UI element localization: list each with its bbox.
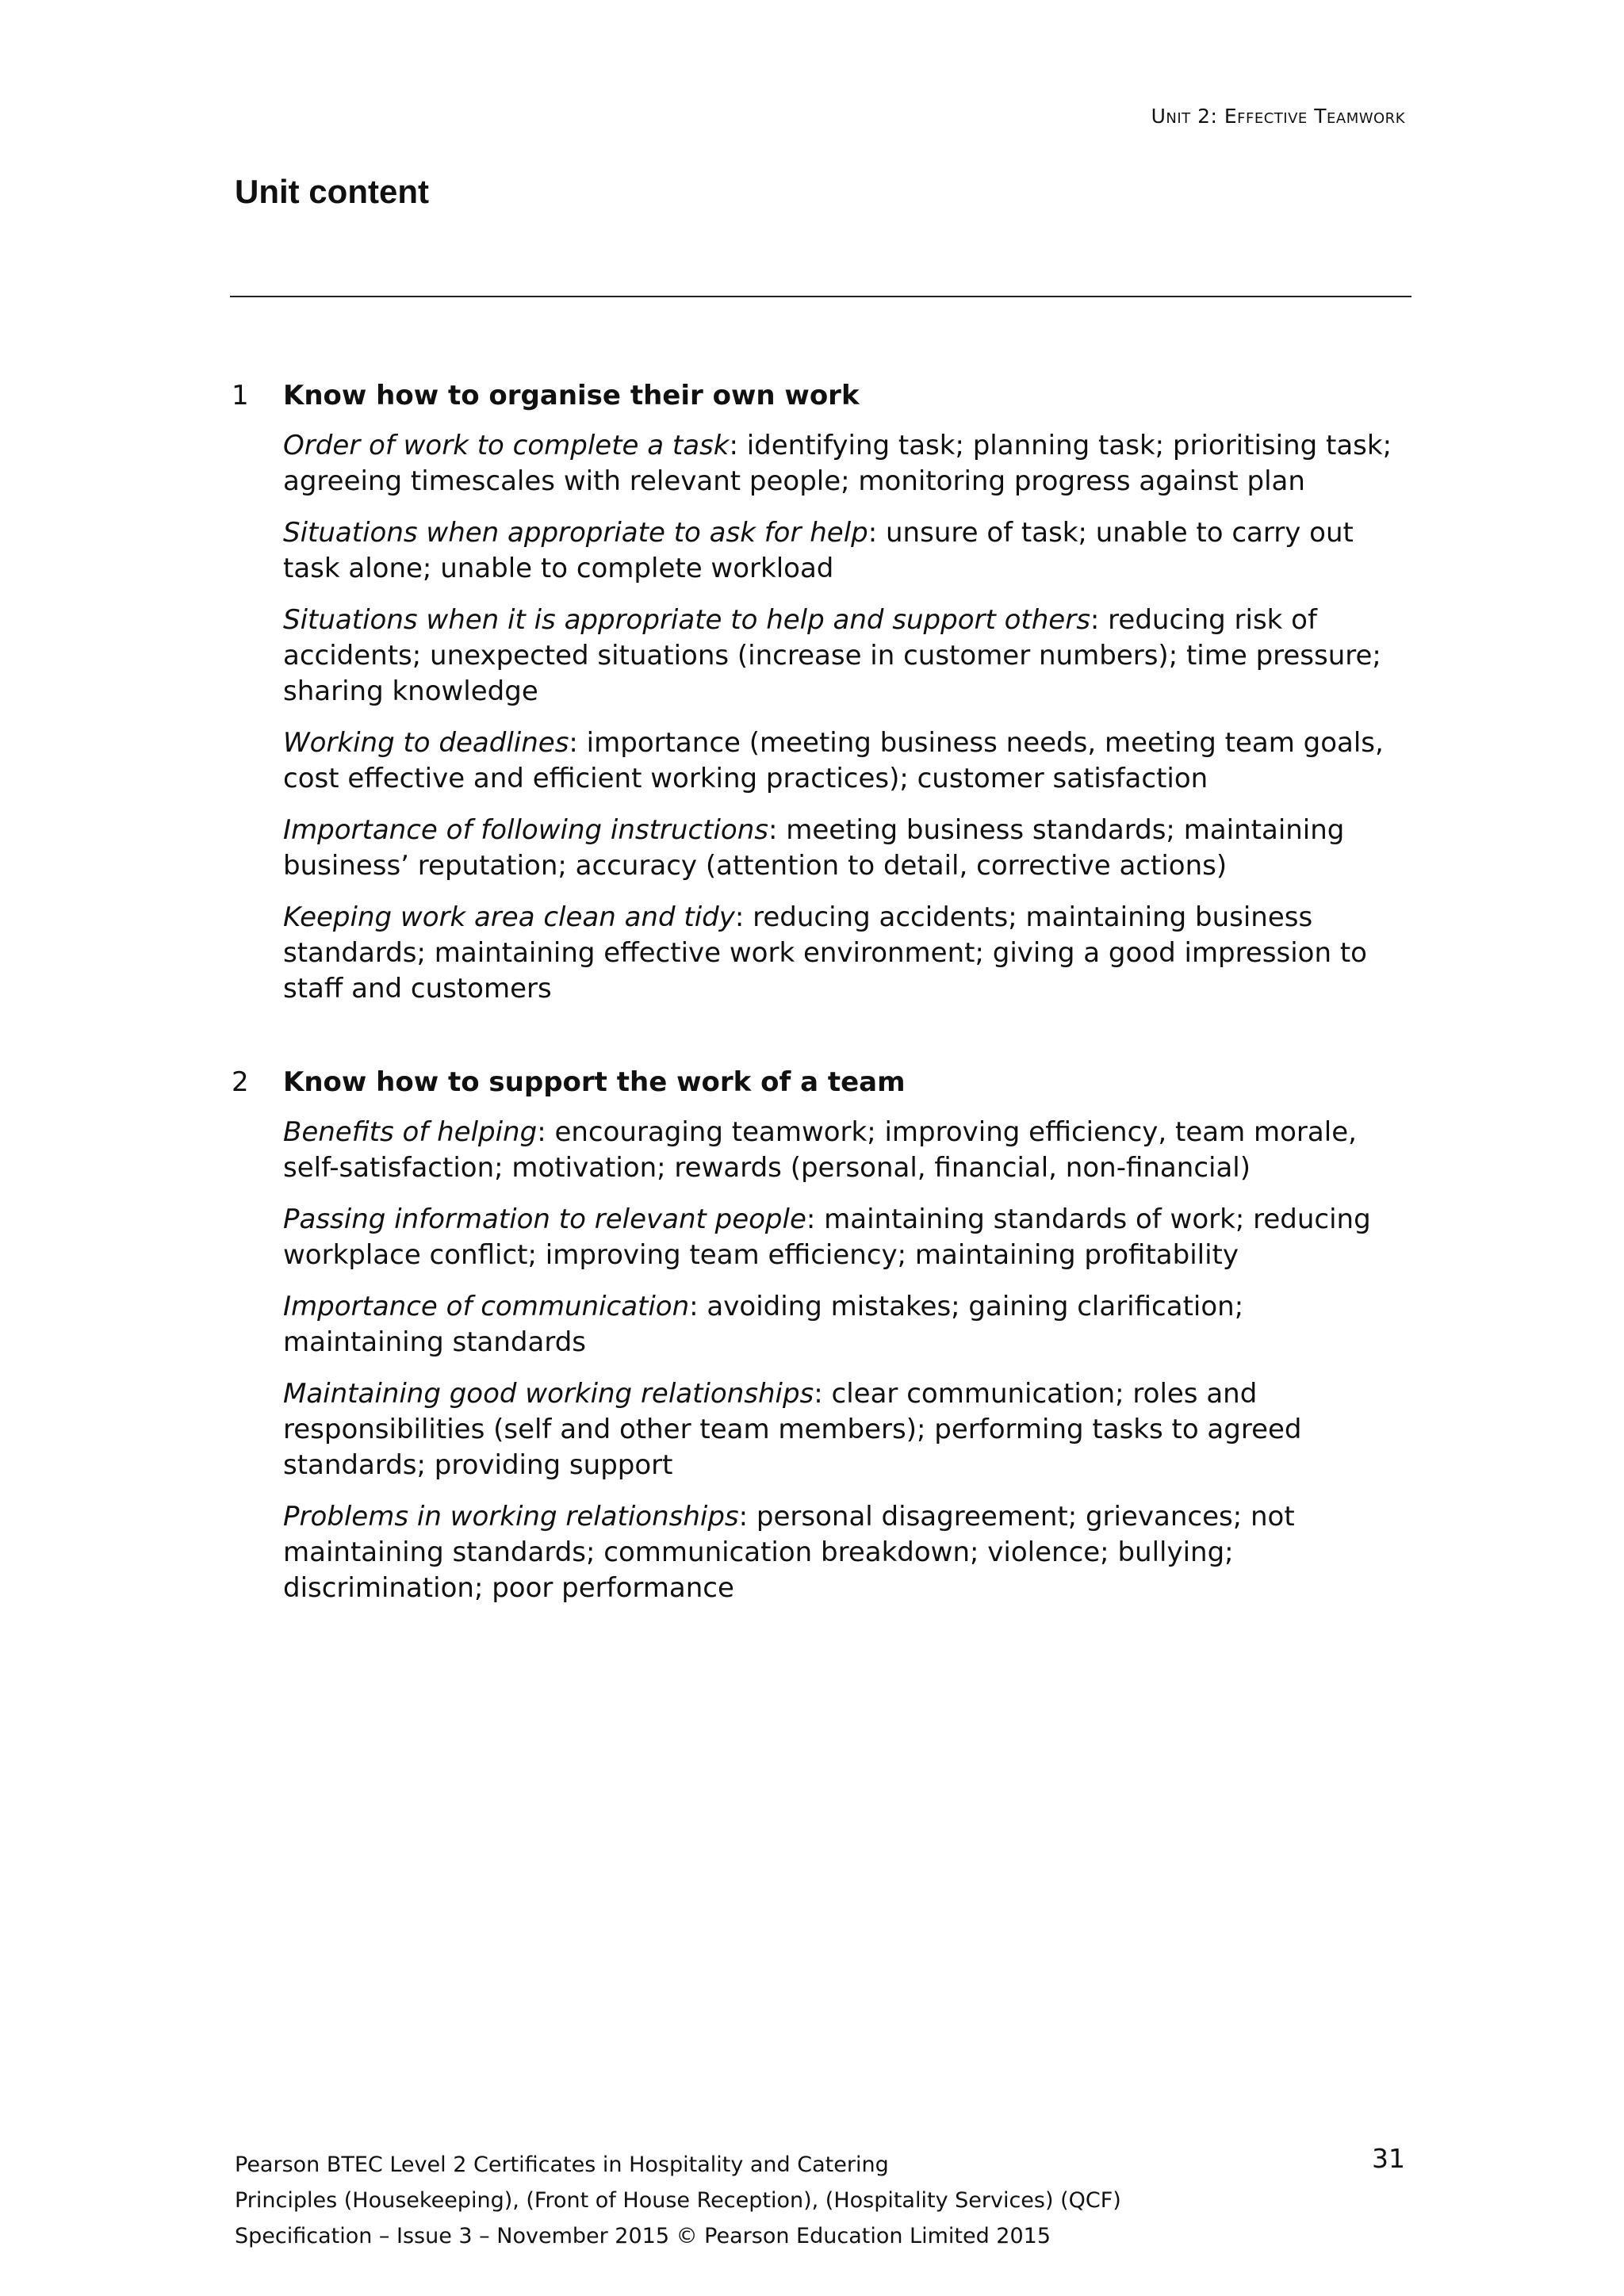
- content-item: [283, 1202, 1405, 1273]
- content-item: [283, 1376, 1405, 1483]
- item-term: Maintaining good working relationships: [283, 1378, 814, 1410]
- item-term: Situations when it is appropriate to help and support others: [283, 604, 1090, 636]
- page-number: 31: [1372, 2143, 1405, 2174]
- content-item: [283, 515, 1405, 587]
- title-divider: [230, 296, 1411, 297]
- item-term: Working to deadlines: [283, 727, 569, 759]
- section-1: [232, 377, 1405, 1007]
- footer-line: Pearson BTEC Level 2 Certificates in Hospitality and Catering: [235, 2152, 889, 2177]
- item-text: : unsure of task; unable to carry out task alone; unable to complete workload: [283, 517, 1354, 584]
- item-text: : clear communication; roles and responsibilities (self and other team members); performing tasks to agreed standards; providing support: [283, 1378, 1302, 1481]
- item-text: : reducing accidents; maintaining business standards; maintaining effective work environment; giving a good impression to staff and customers: [283, 901, 1367, 1004]
- item-term: Problems in working relationships: [283, 1501, 739, 1533]
- item-text: : identifying task; planning task; prioritising task; agreeing timescales with relevant people; monitoring progress against plan: [283, 430, 1392, 497]
- item-text: : meeting business standards; maintaining business’ reputation; accuracy (attention to detail, corrective actions): [283, 814, 1345, 882]
- section-title: Know how to support the work of a team: [283, 1066, 906, 1098]
- content-item: [283, 603, 1405, 710]
- unit-content-body: [232, 377, 1405, 1641]
- content-item: [283, 428, 1405, 499]
- item-term: Keeping work area clean and tidy: [283, 901, 735, 933]
- content-item: [283, 900, 1405, 1007]
- item-term: Benefits of helping: [283, 1116, 538, 1148]
- section-2: [232, 1064, 1405, 1606]
- content-item: [283, 725, 1405, 797]
- page-footer: [235, 2147, 1121, 2254]
- item-term: Passing information to relevant people: [283, 1203, 806, 1235]
- content-item: [283, 1289, 1405, 1360]
- item-text: : reducing risk of accidents; unexpected situations (increase in customer numbers); time pressure; sharing knowledge: [283, 604, 1381, 707]
- page-title: Unit content: [235, 173, 429, 210]
- item-term: Importance of following instructions: [283, 814, 768, 846]
- content-item: [283, 1499, 1405, 1606]
- item-text: : importance (meeting business needs, meeting team goals, cost effective and efficient working practices); customer satisfaction: [283, 727, 1384, 794]
- item-text: : avoiding mistakes; gaining clarification; maintaining standards: [283, 1291, 1244, 1358]
- footer-line: Principles (Housekeeping), (Front of House Reception), (Hospitality Services) (QCF): [235, 2188, 1121, 2213]
- section-heading: [232, 377, 1405, 414]
- footer-line: Specification – Issue 3 – November 2015 © Pearson Education Limited 2015: [235, 2224, 1051, 2248]
- item-term: Situations when appropriate to ask for help: [283, 517, 868, 549]
- item-text: : personal disagreement; grievances; not maintaining standards; communication breakdown; violence; bullying; discrimination; poor performance: [283, 1501, 1295, 1604]
- section-heading: [232, 1064, 1405, 1100]
- content-item: [283, 1115, 1405, 1186]
- section-number: 2: [232, 1066, 249, 1098]
- section-number: 1: [232, 380, 249, 411]
- item-text: : encouraging teamwork; improving efficiency, team morale, self-satisfaction; motivation; rewards (personal, financial, non-financial): [283, 1116, 1357, 1184]
- item-text: : maintaining standards of work; reducing workplace conflict; improving team efficiency; maintaining profitability: [283, 1203, 1371, 1271]
- item-term: Importance of communication: [283, 1291, 690, 1322]
- section-title: Know how to organise their own work: [283, 380, 860, 411]
- content-item: [283, 813, 1405, 884]
- running-head: Unit 2: Effective Teamwork: [1151, 105, 1405, 128]
- item-term: Order of work to complete a task: [283, 430, 730, 461]
